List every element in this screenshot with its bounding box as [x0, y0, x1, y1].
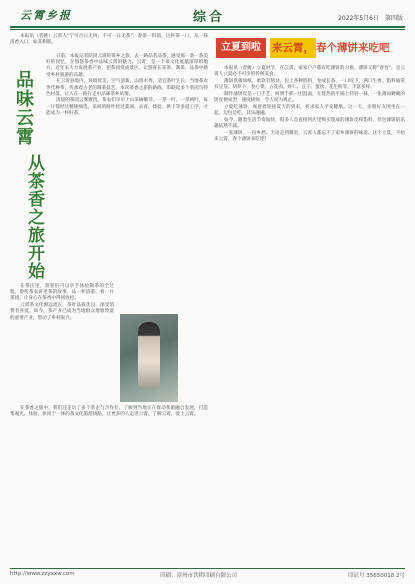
right-paragraph: 一张薄饼，一份乡愁。无论走到哪里，云霄人都忘不了家乡薄饼的味道。这个立夏，不妨来云霄，春个薄饼来吃吧！: [214, 130, 405, 142]
header-rule-thin: [10, 29, 405, 30]
right-paragraph: 薄饼皮薄如纸，柔软有韧劲，包上各种馅料，卷成长条，一口咬下，满口生香。馅料通常有豆芽、胡萝卜、卷心菜、五花肉、虾仁、豆干、蛋丝、花生粉等，丰富多样。: [214, 78, 405, 91]
right-paragraph: 制作薄饼皮是一门手艺，师傅手抓一团湿面，在烧热的平锅上轻轻一抹，一张薄如蝉翼的饼皮便成型，速度极快，令人叹为观止。: [214, 91, 405, 104]
article-banner: [214, 36, 405, 60]
left-paragraph: 清晨的茶园云雾缭绕，茶农们早早上山采摘嫩芽。一芽一叶、一芽两叶，每一片都经过精挑细选。采回的鲜叶经过萎凋、杀青、揉捻、烘干等多道工序，才能成为一杯好茶。: [46, 98, 208, 116]
left-paragraph: 本报讯（者姚）云霄人“宁可百日无肉，不可一日无茶”，春茶一料值，这杯茶一口，从一抹清香入口，如其相联。: [10, 34, 208, 46]
footer-rule: [10, 568, 405, 569]
newspaper-logo: 云霄乡报: [20, 9, 72, 22]
left-article-vertical-title: [10, 70, 42, 310]
photo-person: [138, 322, 160, 388]
banner-tag: 立夏到啦: [216, 38, 266, 58]
left-article-text-lower: [10, 284, 114, 322]
page-header: [10, 4, 405, 28]
issue-date: 2022年5月6日 第四版: [338, 15, 403, 22]
page-footer: [10, 571, 405, 581]
title-line-1: 品味云霄: [13, 70, 34, 146]
title-line-2: 从茶香之旅开始: [24, 154, 44, 280]
tea-girl-photo: [120, 314, 178, 402]
footer-registration: 印证号 35650018 2号: [348, 573, 405, 579]
header-rule: [10, 26, 405, 28]
left-paragraph: 在云霄县境内，环境优美，空气清新，山清水秀，适宜茶叶生长。当地茶农世代种茶，传承着古老的制茶技艺。本次茶香之旅的路线，串联起多个茶园与特色村落，让人在一路行走中品味茶乡风情。: [46, 79, 208, 97]
right-paragraph: 如今，随着生活节奏加快，很多人会直接到店里购买现成的薄饼皮和馅料，但包薄饼的乐趣依然不减。: [214, 117, 405, 129]
left-article: [10, 34, 208, 564]
left-paragraph: 云霄茶文化源远流长，茶叶品质优良，深受消费者喜爱。如今，茶产业已成为当地群众增收致富的重要产业，带动了乡村振兴。: [10, 303, 114, 321]
banner-headline: [270, 38, 405, 58]
banner-rest: 春个薄饼来吃吧: [316, 42, 390, 54]
left-paragraph: 在茶庄里，游客们可以亲手体验制茶的全过程，聆听茶农讲述茶的故事。品一杯清茶，看一片茶园，让身心在茶香中得到放松。: [10, 284, 114, 302]
left-article-text-bottom: [10, 406, 208, 419]
right-paragraph: 本报讯（者姚）立夏时节，在云霄，家家户户都有吃薄饼的习俗。薄饼又称“春卷”，是云霄人立夏必不可少的传统美食。: [214, 66, 405, 78]
left-paragraph: 日前，本报记者陪同云霄的茶乡之旅，去一路品茗品茶，感受那一条一条美好的回忆，在悠悠茶香中品味云霄的魅力。云霄，是一个茶文化底蕴深厚的地方，近年来大力发展茶产业，把茶园变成景区，让游客在采茶、制茶、品茶中感受乡村旅游的乐趣。: [46, 54, 208, 78]
right-article-text: [214, 66, 405, 143]
left-article-text: [10, 34, 208, 47]
section-title: 综合: [193, 10, 226, 25]
right-paragraph: 立夏吃薄饼，寓意着迎接夏天的到来，祈求家人平安健康。这一天，亲朋好友围坐在一起，边包边吃，其乐融融。: [214, 104, 405, 116]
banner-highlight: 来云霄，: [270, 38, 316, 58]
left-paragraph: 在茶香之旅中，我们还走访了多个茶企与合作社，了解到当地正在推动茶旅融合发展，打造集观光、体验、休闲于一体的茶文化旅游线路，让更多的人走进云霄、了解云霄、爱上云霄。: [10, 406, 208, 418]
footer-website: http://www.zzyxxw.com: [10, 571, 75, 577]
footer-printer: 印刷：漳州市铁稻印刷有限公司: [160, 573, 238, 579]
left-article-text-body: [46, 54, 208, 118]
right-article: [214, 34, 405, 564]
